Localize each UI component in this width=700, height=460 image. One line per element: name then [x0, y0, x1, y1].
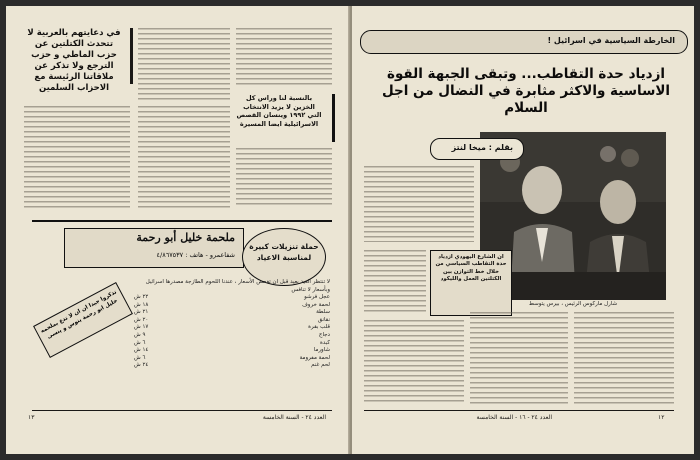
footer-rule — [32, 410, 332, 411]
text-column — [364, 250, 426, 314]
ad-item: لحمة خروف ١٨ ش — [134, 301, 330, 308]
text-column — [138, 106, 230, 208]
article-headline: ازدياد حدة التقاطب... وتبقى الجبهة القوة الاساسية والاكثر مثابرة في النضال من اجل السلام — [381, 66, 671, 116]
byline-text: بقلم : ميخا لنتز — [451, 143, 513, 152]
text-column — [470, 312, 568, 404]
ad-item: لحم غنم ٢٤ ش — [134, 362, 330, 369]
left-top-quote: في دعايتهم بالعربية لا تتحدث الكتلتين عن حزب الماطي و حزب الترجع ولا تذكر عن ملاقاتنا الرئيسة مع الاحزاب السلمين — [27, 28, 121, 93]
ad-shop-name: ملحمة خليل أبو رحمة — [136, 231, 235, 244]
text-column — [138, 28, 230, 100]
right-page — [352, 6, 694, 454]
ad-item: عجل فرشو ٢٢ ش — [134, 294, 330, 300]
ad-item: دجاج ٩ ش — [134, 331, 330, 338]
ad-item: نقانق ٢٠ ش — [134, 316, 330, 323]
text-column — [236, 28, 332, 88]
ad-address: شفاعمرو - هاتف : ٤/٨٦٧٥٣٧ — [156, 251, 235, 259]
kicker-bar — [360, 30, 688, 54]
footer-rule — [364, 410, 674, 411]
text-column — [24, 106, 130, 208]
pullquote-box — [430, 250, 512, 316]
ad-item: لحمة مفرومة ٦ ش — [134, 354, 330, 361]
page-number: ١٣ — [28, 414, 35, 421]
text-column — [364, 320, 464, 404]
page-number: ١٢ — [658, 414, 665, 421]
ad-price-list — [134, 278, 330, 370]
ad-item: شاورما ١٤ ش — [134, 347, 330, 354]
ad-item: سلطة ٢١ ش — [134, 309, 330, 316]
ad-item: كبدة ٦ ش — [134, 339, 330, 346]
quote-rule — [130, 28, 133, 84]
left-mid-quote: بالنسبة لنا وراس كل الخزين لا يزيد الانتخاب التي ١٩٩٢ وينسان القصص الاسرائيلية ايضا المسيرة — [236, 94, 322, 128]
footer-issue: العدد ٢٤ - السنة الخامسة — [262, 414, 326, 421]
byline-pill — [430, 138, 524, 160]
magazine-spread — [6, 6, 694, 454]
ad-plaque — [64, 228, 244, 268]
text-column — [236, 148, 332, 208]
text-column — [364, 166, 474, 242]
pullquote-text: ان الشارع اليهودي ازدياد حدة التقاطب السياسي من خلال خط التوازن بين الكتلتين العمل والليكود — [435, 254, 507, 283]
left-page — [6, 6, 350, 454]
ad-item: قلب بقرة ١٧ ش — [134, 324, 330, 331]
footer-issue: العدد ٢٤ - ١٦ - السنة الخامسة — [476, 414, 552, 421]
photo-caption: شارل ماركوس الرئيس ، بيرس يتوسط — [528, 301, 618, 307]
ad-sale-text: حملة تنزيلات كبيرة لمناسبة الاعياد — [249, 242, 319, 262]
kicker-text: الخارطة السياسية في اسرائيل ! — [547, 36, 675, 45]
ad-diagonal-text: تذكروا جيدا ان ان لا تدع بملحمه خليل ابو رحمة ينوس و ينسى — [39, 289, 119, 341]
ad-lead-text: لا تنتظر العيد بعيد قبل ان تفحص الأسعار ، عندنا اللحوم الطازجة مصدرها اسرائيل وبأسعار لا تنافس — [145, 279, 330, 293]
text-column — [574, 312, 674, 404]
